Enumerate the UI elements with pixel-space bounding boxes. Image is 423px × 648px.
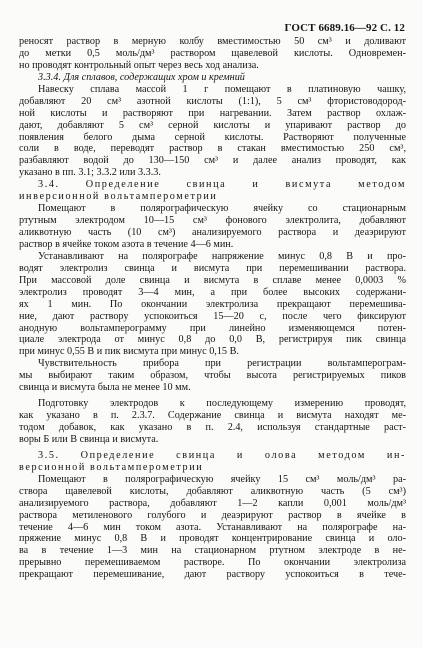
text-line: циале электрода от минус 0,8 до 0,0 В, регистрируя пик свинца: [19, 334, 406, 346]
text-line: воры Б или В свинца и висмута.: [19, 433, 159, 445]
section-heading-3-4-continued: инверсионной вольтамперометрии: [19, 191, 218, 203]
text-line: ях 1 мин. По окончании электролиза прекращают перемешива-: [19, 298, 406, 310]
text-line: Помещают в полярографическую ячейку со стационарным: [38, 203, 406, 215]
text-line: Устанавливают на полярографе напряжение минус 0,8 В и про-: [38, 250, 406, 262]
text-line: до метки 0,5 моль/дм³ раствором щавелевой кислоты. Одновремен-: [19, 47, 406, 59]
text-line: раствор в ячейке током азота в течение 4—6 мин.: [19, 238, 234, 250]
text-line: соли в воде, переводят раствор в стакан вместимостью 250 см³,: [19, 143, 406, 155]
text-line: ной кислоты и растворяют при нагревании. Затем раствор охлаж-: [19, 107, 406, 119]
text-line: анодную вольтамперограмму при линейно изменяющемся потен-: [19, 322, 406, 334]
text-line: водят электролиз свинца и висмута при перемешивании раствора.: [19, 262, 406, 274]
text-line: тодом добавок, как указано в п. 2.4, используя стандартные раст-: [19, 422, 406, 433]
text-line: При массовой доле свинца и висмута в сплаве менее 0,0003 %: [19, 274, 406, 286]
section-heading-3-5-continued: версионной вольтамперометрии: [19, 461, 204, 473]
text-line: добавляют 20 см³ азотной кислоты (1:1), 5 см³ фтористоводород-: [19, 95, 406, 107]
text-line: анализируемого раствора, добавляют 1—2 капли 0,001 моль/дм³: [19, 497, 406, 509]
text-line: Подготовку электродов к последующему измерению проводят,: [38, 398, 406, 410]
text-line: Навеску сплава массой 1 г помещают в платиновую чашку,: [38, 83, 406, 95]
text-line: электролиз проводят 3—4 мин, а при более высоких содержани-: [19, 286, 406, 298]
text-line: как указано в п. 2.3.7. Содержание свинца и висмута находят ме-: [19, 410, 406, 422]
text-line: раствора метиленового голубого и деаэрируют раствор в ячейке в: [19, 509, 406, 521]
text-line: но проводят контрольный опыт через весь ход анализа.: [19, 59, 259, 71]
page-header: ГОСТ 6689.16—92 С. 12: [284, 22, 405, 34]
text-line: мы выбирают таким образом, чтобы высота регистрируемых пиков: [19, 370, 406, 382]
text-line: прерывно перемешиваемом растворе. По окончании электролиза: [19, 557, 406, 569]
text-line: появления белого дыма серной кислоты. Растворяют полученные: [19, 131, 406, 143]
section-heading-3-4: 3.4. Определение свинца и висмута методом: [38, 179, 406, 191]
text-line: при минус 0,55 В и пик висмута при минус 0,15 В.: [19, 346, 239, 358]
text-line: ртутным электродом 10—15 см³ фонового электролита, добавляют: [19, 215, 406, 227]
text-line: ва в течение 1—3 мин на стационарном ртутном электроде в не-: [19, 545, 406, 557]
text-line: Чувствительность прибора при регистрации вольтамперограм-: [38, 358, 406, 370]
text-line: свинца и висмута была не менее 10 мм.: [19, 382, 191, 394]
text-line: течение 4—6 мин током азота. Устанавливают на полярографе на-: [19, 521, 406, 533]
document-body: [19, 36, 406, 581]
text-line: створа щавелевой кислоты, добавляют аликвотную часть (5 см³): [19, 485, 406, 497]
text-line: Помещают в полярографическую ячейку 15 см³ моль/дм³ ра-: [38, 473, 406, 485]
text-line: прекращают перемешивание, дают раствору успокоиться в тече-: [19, 569, 406, 581]
text-line: разбавляют водой до 130—150 см³ и далее анализ проводят, как: [19, 155, 406, 167]
text-line: реносят раствор в мерную колбу вместимостью 50 см³ и доливают: [19, 36, 406, 47]
section-heading-3-5: 3.5. Определение свинца и олова методом ин-: [38, 449, 406, 461]
text-line: дают, добавляют 5 см³ серной кислоты и упаривают раствор до: [19, 119, 406, 131]
text-line: пряжение минус 0,8 В и проводят концентрирование свинца и оло-: [19, 533, 406, 545]
text-line: аликвотную часть (10 см³) анализируемого раствора и деаэрируют: [19, 227, 406, 238]
text-line: ние, дают раствору успокоиться 15—20 с, после чего фиксируют: [19, 310, 406, 322]
section-heading-3-3-4: 3.3.4. Для сплавов, содержащих хром и кремний: [38, 71, 245, 83]
text-line: указано в пп. 3.1; 3.3.2 или 3.3.3.: [19, 167, 161, 179]
